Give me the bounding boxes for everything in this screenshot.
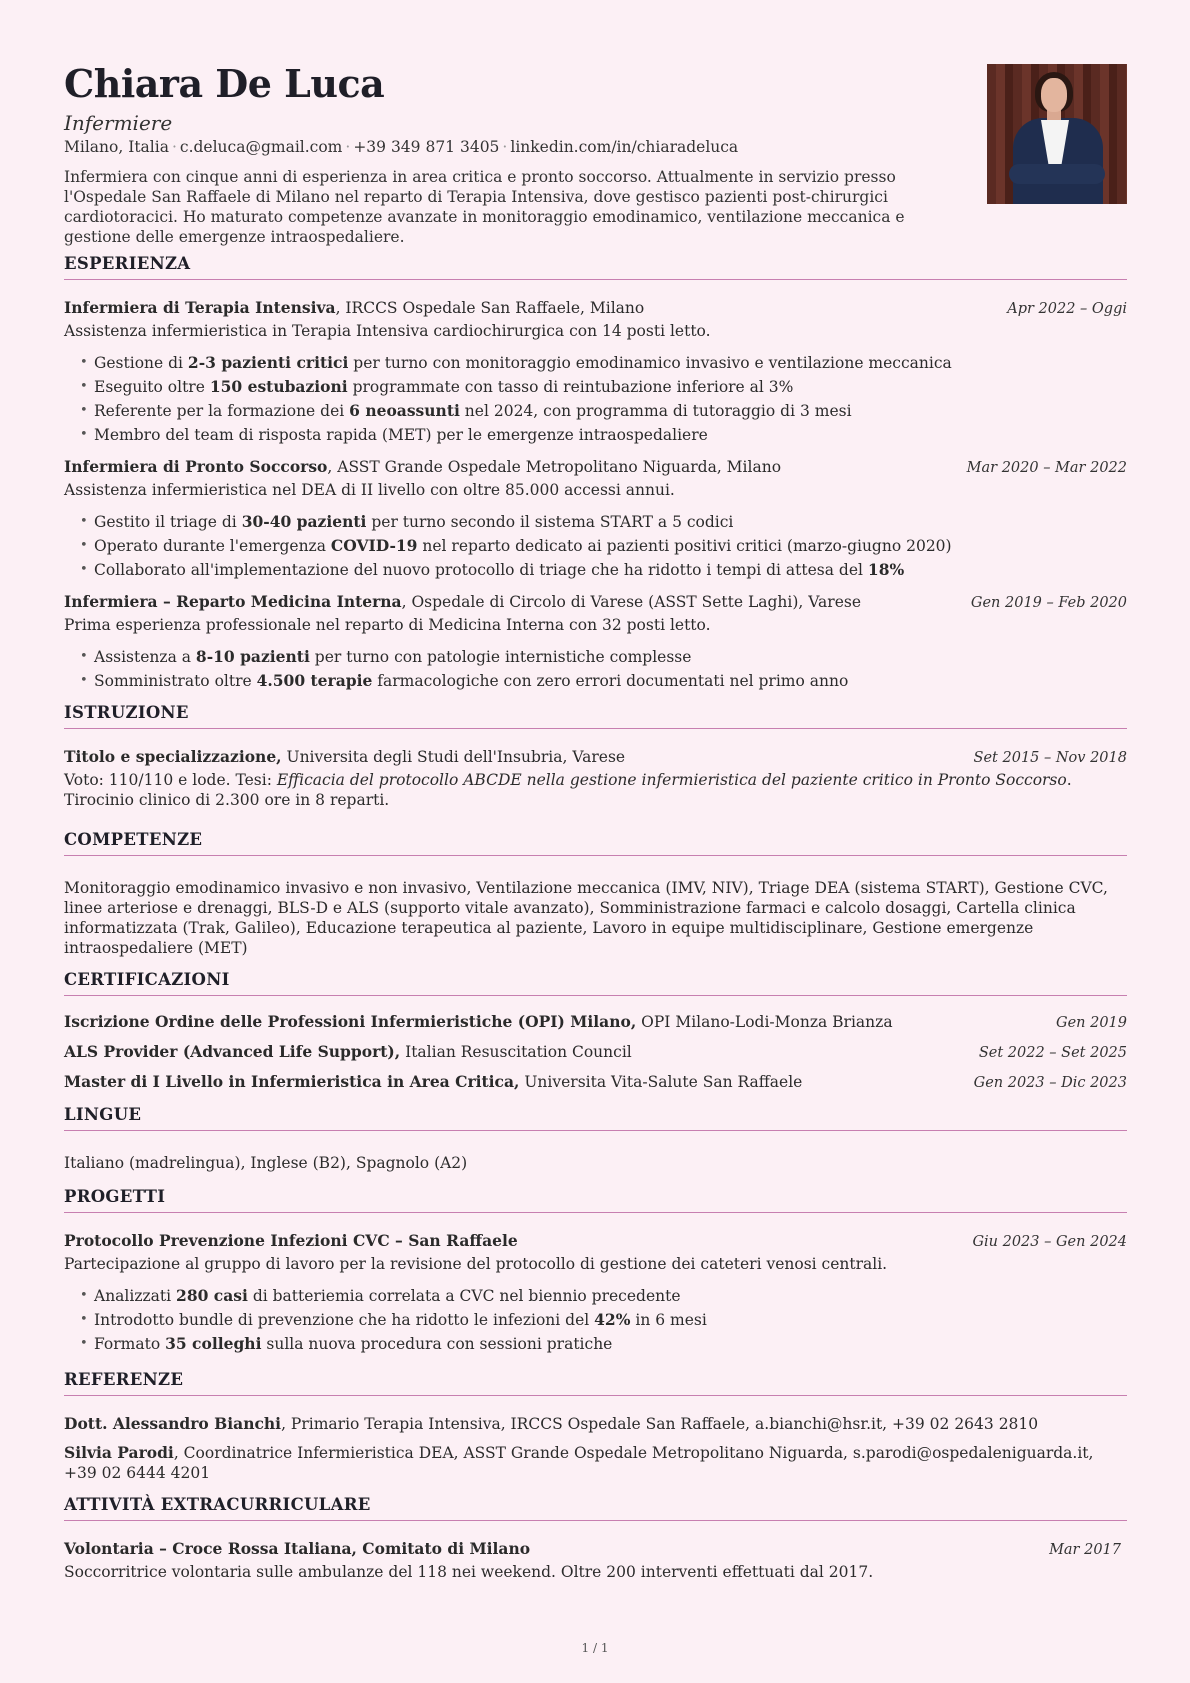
resume-header: [64, 60, 1127, 252]
section-title-certifications: CERTIFICAZIONI: [64, 970, 1127, 996]
entry-date: Gen 2019: [1055, 1015, 1127, 1031]
certification-entry: Master di I Livello in Infermieristica in Area Critica, Universita Vita-Salute San Raffaele Gen 2023 – Dic 2023: [64, 1072, 1127, 1091]
list-item: • Formato 35 colleghi sulla nuova procedura con sessioni pratiche: [94, 1332, 1127, 1356]
languages-list: Italiano (madrelingua), Inglese (B2), Spagnolo (A2): [64, 1154, 468, 1172]
certification-entry: ALS Provider (Advanced Life Support), Italian Resuscitation Council Set 2022 – Set 2025: [64, 1042, 1127, 1061]
extracurricular-entry: [64, 1539, 1127, 1582]
entry-title: Protocollo Prevenzione Infezioni CVC – San Raffaele: [64, 1231, 518, 1250]
entry-title: Infermiera di Terapia Intensiva, IRCCS Ospedale San Raffaele, Milano: [64, 298, 645, 317]
entry-description: Voto: 110/110 e lode. Tesi: Efficacia del protocollo ABCDE nella gestione infermieristica del paziente critico in Pronto Soccorso. Tirocinio clinico di 2.300 ore in 8 reparti.: [64, 771, 1072, 809]
profile-photo: [987, 64, 1127, 204]
list-item: • Assistenza a 8-10 pazienti per turno con patologie internistiche complesse: [94, 645, 1127, 669]
bullet-list: [64, 1284, 1127, 1356]
education-section: [64, 703, 1127, 810]
candidate-role: Infermiere: [64, 111, 173, 135]
entry-date: Giu 2023 – Gen 2024: [972, 1234, 1127, 1250]
entry-date: Gen 2023 – Dic 2023: [973, 1075, 1127, 1091]
bullet-list: [64, 351, 1127, 447]
list-item: • Gestione di 2-3 pazienti critici per turno con monitoraggio emodinamico invasivo e ventilazione meccanica: [94, 351, 1127, 375]
page-number: 1 / 1: [581, 1641, 609, 1655]
list-item: • Somministrato oltre 4.500 terapie farmacologiche con zero errori documentati nel primo anno: [94, 669, 1127, 693]
certification-entry: Iscrizione Ordine delle Professioni Infermieristiche (OPI) Milano, OPI Milano-Lodi-Monza Brianza Gen 2019: [64, 1012, 1127, 1031]
section-title-skills: COMPETENZE: [64, 830, 1127, 856]
separator: ·: [171, 138, 177, 156]
section-title-references: REFERENZE: [64, 1370, 1127, 1396]
bullet-list: [64, 510, 1127, 582]
linkedin-link[interactable]: linkedin.com/in/chiaradeluca: [510, 138, 739, 156]
entry-date: Apr 2022 – Oggi: [1007, 301, 1127, 317]
entry-description: Prima esperienza professionale nel reparto di Medicina Interna con 32 posti letto.: [64, 616, 711, 634]
entry-date: Set 2022 – Set 2025: [978, 1045, 1127, 1061]
section-title-projects: PROGETTI: [64, 1187, 1127, 1213]
list-item: • Introdotto bundle di prevenzione che ha ridotto le infezioni del 42% in 6 mesi: [94, 1308, 1127, 1332]
experience-entry: [64, 298, 1127, 447]
list-item: • Eseguito oltre 150 estubazioni programmate con tasso di reintubazione inferiore al 3%: [94, 375, 1127, 399]
thesis-title: Efficacia del protocollo ABCDE nella gestione infermieristica del paziente critico in Pronto Soccorso: [276, 771, 1067, 789]
section-title-extracurricular: ATTIVITÀ EXTRACURRICULARE: [64, 1495, 1127, 1521]
entry-date: Set 2015 – Nov 2018: [973, 750, 1127, 766]
entry-title: Infermiera di Pronto Soccorso, ASST Grande Ospedale Metropolitano Niguarda, Milano: [64, 457, 782, 476]
reference-entry: Silvia Parodi, Coordinatrice Infermieristica DEA, ASST Grande Ospedale Metropolitano Niguarda, s.parodi@ospedaleniguarda.it, +39 02 6444 4201: [64, 1443, 1094, 1482]
email-link[interactable]: c.deluca@gmail.com: [179, 138, 343, 156]
skills-list: Monitoraggio emodinamico invasivo e non invasivo, Ventilazione meccanica (IMV, NIV), Triage DEA (sistema START), Gestione CVC, linee arteriose e drenaggi, BLS-D e ALS (supporto vitale avanzato), Somministrazione farmaci e calcolo dosaggi, Cartella clinica informatizzata (Trak, Galileo), Educazione terapeutica al paziente, Lavoro in equipe multidisciplinare, Gestione emergenze intraospedaliere (MET): [64, 879, 1108, 957]
entry-title: Titolo e specializzazione, Universita degli Studi dell'Insubria, Varese: [64, 747, 626, 766]
experience-section: [64, 254, 1127, 693]
list-item: • Referente per la formazione dei 6 neoassunti nel 2024, con programma di tutoraggio di 3 mesi: [94, 399, 1127, 423]
extracurricular-section: [64, 1495, 1127, 1582]
experience-entry: [64, 457, 1127, 582]
list-item: • Membro del team di risposta rapida (MET) per le emergenze intraospedaliere: [94, 423, 1127, 447]
phone[interactable]: +39 349 871 3405: [353, 138, 500, 156]
entry-date: Mar 2017: [1049, 1542, 1121, 1558]
entry-description: Soccorritrice volontaria sulle ambulanze del 118 nei weekend. Oltre 200 interventi effettuati dal 2017.: [64, 1563, 874, 1581]
separator: ·: [502, 138, 508, 156]
languages-section: [64, 1105, 1127, 1173]
entry-description: Partecipazione al gruppo di lavoro per la revisione del protocollo di gestione dei cateteri venosi centrali.: [64, 1255, 888, 1273]
entry-date: Mar 2020 – Mar 2022: [966, 460, 1127, 476]
education-entry: [64, 747, 1127, 810]
entry-title: Volontaria – Croce Rossa Italiana, Comitato di Milano: [64, 1539, 531, 1558]
certifications-section: [64, 970, 1127, 1093]
entry-date: Gen 2019 – Feb 2020: [970, 595, 1127, 611]
projects-section: [64, 1187, 1127, 1356]
project-entry: [64, 1231, 1127, 1356]
bullet-list: [64, 645, 1127, 693]
skills-section: [64, 830, 1127, 958]
entry-description: Assistenza infermieristica nel DEA di II livello con oltre 85.000 accessi annui.: [64, 481, 675, 499]
experience-entry: [64, 592, 1127, 693]
section-title-education: ISTRUZIONE: [64, 703, 1127, 729]
separator: ·: [345, 138, 351, 156]
section-title-experience: ESPERIENZA: [64, 254, 1127, 280]
entry-title: Infermiera – Reparto Medicina Interna, Ospedale di Circolo di Varese (ASST Sette Laghi), Varese: [64, 592, 861, 611]
list-item: • Gestito il triage di 30-40 pazienti per turno secondo il sistema START a 5 codici: [94, 510, 1127, 534]
contact-line: [64, 138, 738, 156]
reference-entry: Dott. Alessandro Bianchi, Primario Terapia Intensiva, IRCCS Ospedale San Raffaele, a.bianchi@hsr.it, +39 02 2643 2810: [64, 1414, 1039, 1433]
list-item: • Operato durante l'emergenza COVID-19 nel reparto dedicato ai pazienti positivi critici (marzo-giugno 2020): [94, 534, 1127, 558]
references-section: [64, 1370, 1127, 1483]
candidate-name: Chiara De Luca: [64, 61, 385, 106]
list-item: • Analizzati 280 casi di batteriemia correlata a CVC nel biennio precedente: [94, 1284, 1127, 1308]
location: Milano, Italia: [64, 138, 169, 156]
section-title-languages: LINGUE: [64, 1105, 1127, 1131]
resume-content: [64, 60, 1127, 1582]
profile-summary: Infermiera con cinque anni di esperienza in area critica e pronto soccorso. Attualmente in servizio presso l'Ospedale San Raffaele di Milano nel reparto di Terapia Intensiva, dove gestisco pazienti post-chirurgici cardiotoracici. Ho maturato competenze avanzate in monitoraggio emodinamico, ventilazione meccanica e gestione delle emergenze intraospedaliere.: [64, 168, 905, 246]
list-item: • Collaborato all'implementazione del nuovo protocollo di triage che ha ridotto i tempi di attesa del 18%: [94, 558, 1127, 582]
entry-description: Assistenza infermieristica in Terapia Intensiva cardiochirurgica con 14 posti letto.: [64, 322, 711, 340]
